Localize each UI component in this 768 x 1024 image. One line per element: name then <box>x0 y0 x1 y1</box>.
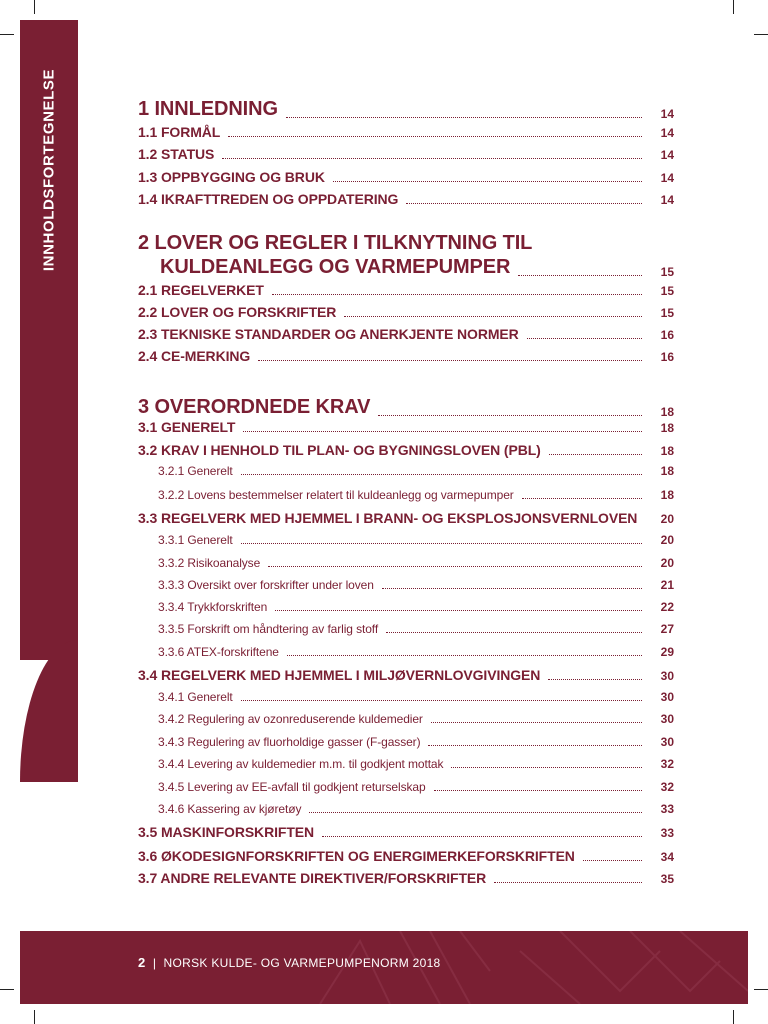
toc-entry-title: 3.3 REGELVERK MED HJEMMEL I BRANN- OG EKSPLOSJONSVERNLOVEN <box>138 510 638 526</box>
toc-page-number: 33 <box>660 802 674 816</box>
toc-page-number: 14 <box>660 193 674 207</box>
toc-dot-leader <box>243 431 642 432</box>
toc-dot-leader <box>309 812 642 813</box>
toc-page-number: 20 <box>660 556 674 570</box>
toc-entry[interactable] <box>158 464 674 478</box>
toc-page-number: 14 <box>660 148 674 162</box>
toc-entry[interactable] <box>158 600 674 614</box>
footer-text <box>138 955 441 970</box>
toc-dot-leader <box>431 722 642 723</box>
crop-mark-bottom-left-v <box>34 1010 35 1024</box>
toc-dot-leader <box>241 543 642 544</box>
toc-page-number: 30 <box>660 712 674 726</box>
toc-page-number: 14 <box>660 171 674 185</box>
toc-page-number: 18 <box>660 488 674 502</box>
toc-dot-leader <box>272 294 642 295</box>
toc-entry-title: 3.4.6 Kassering av kjøretøy <box>158 802 302 816</box>
toc-entry[interactable] <box>138 396 674 419</box>
toc-entry-line1 <box>138 232 674 255</box>
toc-entry[interactable] <box>138 667 674 683</box>
toc-entry-title: 3.3.4 Trykkforskriften <box>158 600 268 614</box>
toc-entry[interactable] <box>138 326 674 342</box>
toc-entry-title: 2.1 REGELVERKET <box>138 282 264 298</box>
toc-page-number: 14 <box>660 126 674 140</box>
toc-dot-leader <box>406 203 642 204</box>
toc-entry-title: 3.2.1 Generelt <box>158 464 233 478</box>
toc-entry-title: 1.1 FORMÅL <box>138 124 221 140</box>
crop-mark-top-left-v <box>34 0 35 14</box>
toc-dot-leader <box>275 610 642 611</box>
toc-entry[interactable] <box>158 690 674 704</box>
toc-entry-title: 1 INNLEDNING <box>138 98 278 120</box>
toc-entry[interactable] <box>158 488 674 502</box>
toc-dot-leader <box>344 316 642 317</box>
toc-entry-title: 1.4 IKRAFTTREDEN OG OPPDATERING <box>138 191 399 207</box>
toc-entry[interactable] <box>158 556 674 570</box>
crop-mark-bottom-right-v <box>733 1010 734 1024</box>
toc-page-number: 20 <box>660 533 674 547</box>
toc-entry[interactable] <box>138 848 674 864</box>
toc-dot-leader <box>378 415 642 416</box>
toc-page-number: 15 <box>660 306 674 320</box>
toc-page-number: 32 <box>660 757 674 771</box>
toc-entry[interactable] <box>138 510 674 526</box>
toc-entry[interactable] <box>138 304 674 320</box>
crop-mark-bottom-right-h <box>754 989 768 990</box>
toc-entry-title: 3.4.1 Generelt <box>158 690 233 704</box>
toc-entry-title: KULDEANLEGG OG VARMEPUMPER <box>160 256 511 278</box>
toc-entry[interactable] <box>158 578 674 592</box>
toc-entry[interactable] <box>158 645 674 659</box>
toc-page-number: 18 <box>660 464 674 478</box>
toc-page-number: 30 <box>660 735 674 749</box>
toc-entry[interactable] <box>138 191 674 207</box>
toc-entry[interactable] <box>138 146 674 162</box>
footer-publication: NORSK KULDE- OG VARMEPUMPENORM 2018 <box>163 956 441 970</box>
toc-entry-title: 2.4 CE-MERKING <box>138 348 251 364</box>
toc-entry[interactable] <box>160 256 674 279</box>
toc-dot-leader <box>548 679 642 680</box>
toc-dot-leader <box>428 745 642 746</box>
toc-entry-title: 3.3.6 ATEX-forskriftene <box>158 645 279 659</box>
toc-entry[interactable] <box>138 442 674 458</box>
toc-dot-leader <box>286 117 642 118</box>
toc-dot-leader <box>258 360 642 361</box>
toc-entry-title: 3.5 MASKINFORSKRIFTEN <box>138 824 315 840</box>
toc-entry-title: 3.4.2 Regulering av ozonreduserende kuldemedier <box>158 712 423 726</box>
toc-dot-leader <box>241 700 642 701</box>
toc-entry-title: 3.3.1 Generelt <box>158 533 233 547</box>
toc-page-number: 22 <box>660 600 674 614</box>
toc-entry[interactable] <box>158 780 674 794</box>
toc-dot-leader <box>322 836 642 837</box>
toc-entry-title: 3.3.2 Risikoanalyse <box>158 556 261 570</box>
toc-entry[interactable] <box>138 824 674 840</box>
toc-entry[interactable] <box>158 802 674 816</box>
footer-page-number: 2 <box>138 955 146 970</box>
toc-entry-title: 3.6 ØKODESIGNFORSKRIFTEN OG ENERGIMERKEFORSKRIFTEN <box>138 848 575 864</box>
toc-entry-title: 2.3 TEKNISKE STANDARDER OG ANERKJENTE NORMER <box>138 326 519 342</box>
toc-entry-title: 3.2 KRAV I HENHOLD TIL PLAN- OG BYGNINGSLOVEN (PBL) <box>138 442 541 458</box>
toc-dot-leader <box>434 790 642 791</box>
toc-entry[interactable] <box>138 348 674 364</box>
crop-mark-top-right-v <box>733 0 734 14</box>
toc-page-number: 15 <box>660 265 674 279</box>
toc-entry[interactable] <box>158 712 674 726</box>
toc-page-number: 35 <box>660 872 674 886</box>
toc-entry[interactable] <box>138 419 674 435</box>
toc-entry-title: 1.3 OPPBYGGING OG BRUK <box>138 169 325 185</box>
toc-page-number: 34 <box>660 850 674 864</box>
toc-page-number: 14 <box>660 107 674 121</box>
toc-entry-title: 3.2.2 Lovens bestemmelser relatert til kuldeanlegg og varmepumper <box>158 488 514 502</box>
toc-entry[interactable] <box>138 124 674 140</box>
toc-entry[interactable] <box>158 735 674 749</box>
toc-dot-leader <box>583 860 642 861</box>
toc-page-number: 18 <box>660 405 674 419</box>
toc-entry-title: 2 LOVER OG REGLER I TILKNYTNING TIL <box>138 232 533 254</box>
toc-entry-title: 3.3.5 Forskrift om håndtering av farlig stoff <box>158 622 379 636</box>
toc-dot-leader <box>382 588 642 589</box>
toc-page-number: 20 <box>660 512 674 526</box>
toc-entry[interactable] <box>138 282 674 298</box>
toc-entry-title: 2.2 LOVER OG FORSKRIFTER <box>138 304 337 320</box>
toc-dot-leader <box>268 566 642 567</box>
toc-entry-title: 3.4.5 Levering av EE-avfall til godkjent returselskap <box>158 780 426 794</box>
toc-entry-title: 1.2 STATUS <box>138 146 215 162</box>
toc-dot-leader <box>527 338 642 339</box>
toc-entry[interactable] <box>158 622 674 636</box>
crop-mark-bottom-left-h <box>0 989 14 990</box>
toc-entry-title: 3 OVERORDNEDE KRAV <box>138 396 371 418</box>
toc-page-number: 16 <box>660 350 674 364</box>
toc-entry-title: 3.4.4 Levering av kuldemedier m.m. til godkjent mottak <box>158 757 444 771</box>
crop-mark-top-right-h <box>754 34 768 35</box>
toc-entry[interactable] <box>158 757 674 771</box>
toc-entry-title: 3.3.3 Oversikt over forskrifter under loven <box>158 578 374 592</box>
toc-page-number: 18 <box>660 444 674 458</box>
toc-dot-leader <box>287 655 642 656</box>
toc-entry[interactable] <box>158 533 674 547</box>
toc-dot-leader <box>549 454 642 455</box>
toc-dot-leader <box>386 632 642 633</box>
toc-page-number: 30 <box>660 690 674 704</box>
footer-separator: | <box>152 956 157 970</box>
toc-page-number: 33 <box>660 826 674 840</box>
toc-dot-leader <box>522 498 642 499</box>
toc-dot-leader <box>222 158 642 159</box>
toc-entry-title: 3.1 GENERELT <box>138 419 236 435</box>
footer-band <box>20 931 748 1004</box>
crop-mark-top-left-h <box>0 34 14 35</box>
toc-dot-leader <box>333 181 642 182</box>
toc-entry[interactable] <box>138 870 674 886</box>
toc-dot-leader <box>451 767 642 768</box>
toc-page-number: 16 <box>660 328 674 342</box>
toc-dot-leader <box>241 474 642 475</box>
toc-dot-leader <box>494 882 642 883</box>
toc-dot-leader <box>518 275 642 276</box>
toc-page-number: 18 <box>660 421 674 435</box>
toc-entry-title: 3.7 ANDRE RELEVANTE DIREKTIVER/FORSKRIFTER <box>138 870 487 886</box>
sidebar-curve <box>20 640 78 782</box>
toc-page-number: 27 <box>660 622 674 636</box>
sidebar-title: INNHOLDSFORTEGNELSE <box>40 68 58 272</box>
toc-entry[interactable] <box>138 169 674 185</box>
toc-page-number: 21 <box>660 578 674 592</box>
toc-page-number: 29 <box>660 645 674 659</box>
toc-page-number: 30 <box>660 669 674 683</box>
toc-entry-title: 3.4.3 Regulering av fluorholdige gasser (F-gasser) <box>158 735 421 749</box>
toc-page-number: 32 <box>660 780 674 794</box>
toc-entry[interactable] <box>138 98 674 121</box>
toc-dot-leader <box>228 136 642 137</box>
toc-page-number: 15 <box>660 284 674 298</box>
toc-entry-title: 3.4 REGELVERK MED HJEMMEL I MILJØVERNLOVGIVINGEN <box>138 667 541 683</box>
